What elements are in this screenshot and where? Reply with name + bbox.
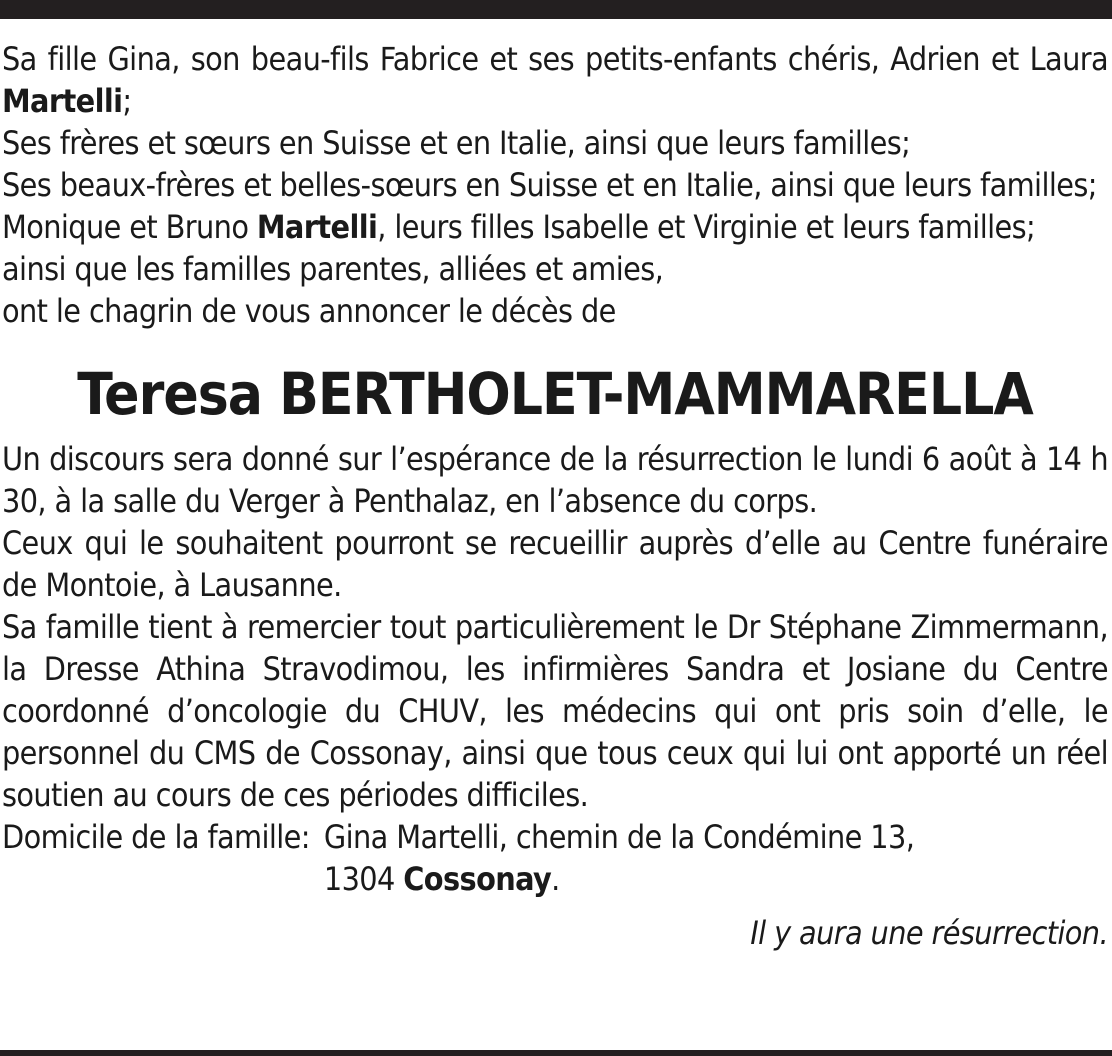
family-line-siblings: Ses frères et sœurs en Suisse et en Italie, ainsi que leurs familles;	[2, 124, 911, 162]
closing-quote: Il y aura une résurrection.	[750, 914, 1108, 952]
domicile-postal-code: 1304	[323, 860, 404, 898]
family-line-daughter	[2, 38, 1108, 122]
domicile-address	[324, 816, 914, 900]
domicile-block	[2, 816, 1108, 900]
domicile-city-suffix: .	[551, 860, 560, 898]
family-line-daughter-end: ;	[122, 82, 132, 120]
domicile-address-line1: Gina Martelli, chemin de la Condémine 13,	[323, 818, 915, 856]
domicile-address-line2	[324, 858, 914, 900]
domicile-label: Domicile de la famille:	[2, 818, 310, 856]
obituary-notice	[2, 38, 1108, 954]
announcement-line: ont le chagrin de vous annoncer le décès de	[2, 292, 616, 330]
family-line-monique-bruno	[2, 206, 1108, 248]
family-line-relatives: ainsi que les familles parentes, alliées et amies,	[2, 250, 664, 288]
surname-martelli: Martelli	[2, 82, 123, 120]
family-line-monique-bruno-text: Monique et Bruno	[2, 208, 257, 246]
service-paragraph: Un discours sera donné sur l’espérance de la résurrection le lundi 6 août à 14 h 30, à la salle du Verger à Penthalaz, en l’absence du corps.	[2, 440, 1108, 520]
thanks-paragraph: Sa famille tient à remercier tout particulièrement le Dr Stéphane Zimmermann, la Dresse Athina Stravodimou, les infirmières Sandra et Josiane du Centre coordonné d’oncologie du CHUV, les médecins qui ont pris soin d’elle, le personnel du CMS de Cossonay, ainsi que tous ceux qui lui ont apporté un réel soutien au cours de ces périodes difficiles.	[2, 608, 1108, 814]
family-line-in-laws: Ses beaux-frères et belles-sœurs en Suisse et en Italie, ainsi que leurs familles;	[2, 166, 1097, 204]
visit-paragraph: Ceux qui le souhaitent pourront se recueillir auprès d’elle au Centre funéraire de Montoie, à Lausanne.	[2, 524, 1108, 604]
domicile-city: Cossonay	[403, 860, 552, 898]
bottom-rule	[0, 1050, 1112, 1056]
family-line-monique-bruno-end: , leurs filles Isabelle et Virginie et leurs familles;	[377, 208, 1036, 246]
surname-martelli-2: Martelli	[256, 208, 378, 246]
top-rule	[0, 0, 1112, 19]
deceased-name: Teresa BERTHOLET-MAMMARELLA	[77, 360, 1033, 428]
family-line-daughter-text: Sa fille Gina, son beau-fils Fabrice et ses petits-enfants chéris, Adrien et Laura	[2, 40, 1108, 78]
